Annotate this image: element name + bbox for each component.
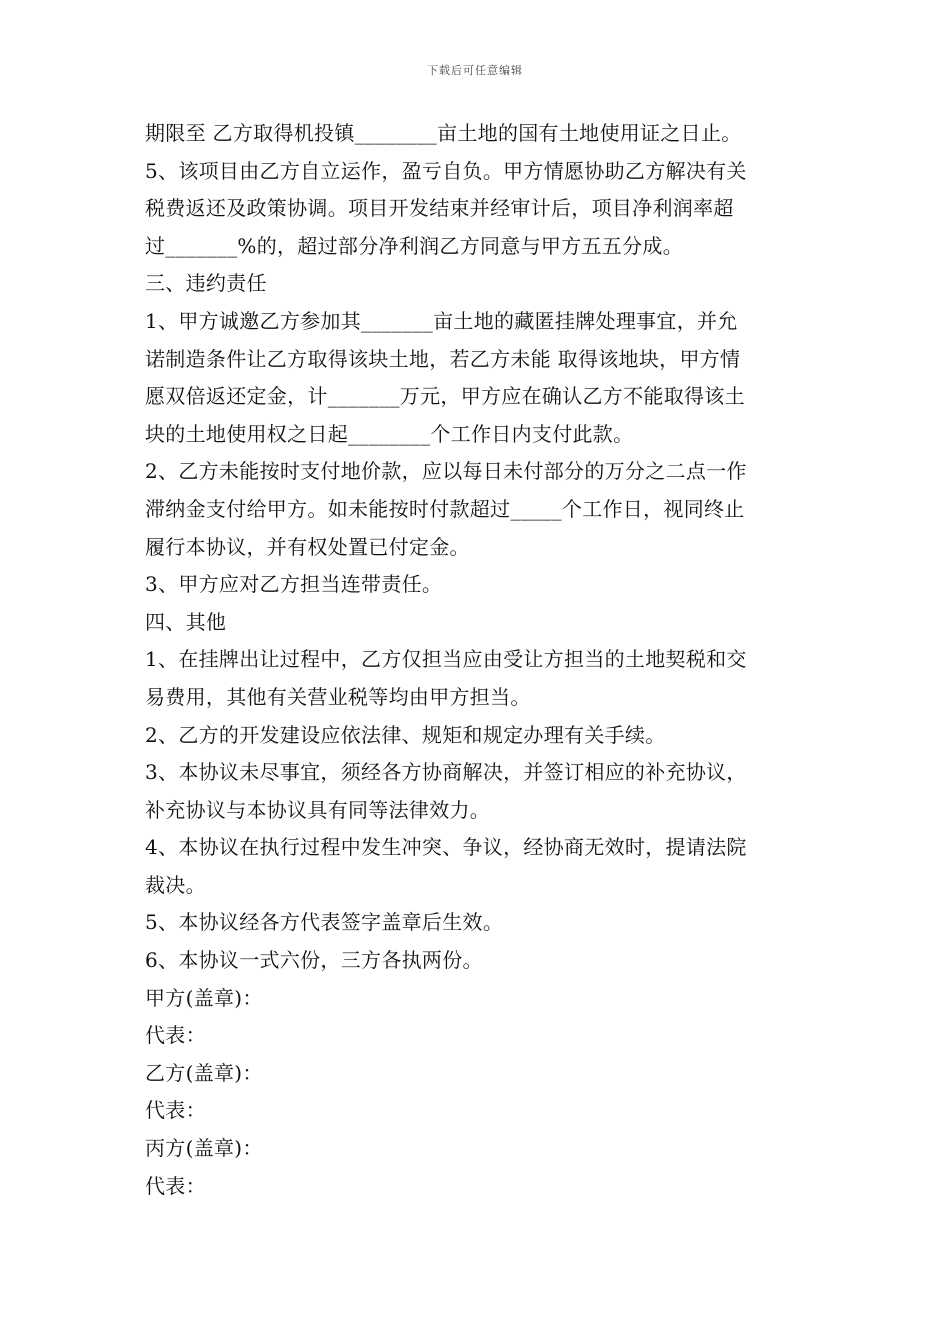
text-line: 块的土地使用权之日起________个工作日内支付此款。 — [145, 421, 634, 446]
text-line: 诺制造条件让乙方取得该块土地，若乙方未能 取得该地块，甲方情 — [145, 346, 741, 371]
text-line: 期限至 乙方取得机投镇________亩土地的国有土地使用证之日止。 — [145, 121, 742, 145]
document-body — [145, 115, 809, 1205]
signature-representative: 代表： — [145, 1098, 206, 1123]
text-line: 5、本协议经各方代表签字盖章后生效。 — [145, 910, 504, 935]
signature-party-b: 乙方(盖章)： — [145, 1060, 263, 1085]
signature-party-a: 甲方(盖章)： — [145, 985, 263, 1010]
text-line: 补充协议与本协议具有同等法律效力。 — [145, 797, 491, 822]
text-line: 愿双倍返还定金，计_______万元，甲方应在确认乙方不能取得该土 — [145, 384, 745, 409]
text-line: 裁决。 — [145, 872, 206, 897]
signature-representative: 代表： — [145, 1173, 206, 1198]
signature-party-c: 丙方(盖章)： — [145, 1136, 263, 1161]
section-heading: 三、违约责任 — [145, 271, 267, 296]
text-line: 2、乙方未能按时支付地价款，应以每日未付部分的万分之二点一作 — [145, 459, 747, 484]
text-line: 1、甲方诚邀乙方参加其_______亩土地的藏匿挂牌处理事宜，并允 — [145, 308, 738, 333]
text-line: 税费返还及政策协调。项目开发结束并经审计后，项目净利润率超 — [145, 196, 734, 221]
text-line: 滞纳金支付给甲方。如未能按时付款超过_____个工作日，视同终止 — [145, 496, 745, 521]
page-header: 下载后可任意编辑 — [427, 64, 523, 77]
text-line: 3、甲方应对乙方担当连带责任。 — [145, 572, 443, 597]
text-line: 2、乙方的开发建设应依法律、规矩和规定办理有关手续。 — [145, 722, 666, 747]
text-line: 6、本协议一式六份，三方各执两份。 — [145, 948, 483, 973]
text-line: 过_______%的，超过部分净利润乙方同意与甲方五五分成。 — [145, 233, 684, 258]
text-line: 3、本协议未尽事宜，须经各方协商解决，并签订相应的补充协议， — [145, 760, 747, 785]
section-heading: 四、其他 — [145, 609, 227, 634]
signature-representative: 代表： — [145, 1023, 206, 1048]
text-line: 履行本协议，并有权处置已付定金。 — [145, 534, 470, 559]
text-line: 1、在挂牌出让过程中，乙方仅担当应由受让方担当的土地契税和交 — [145, 647, 747, 672]
text-line: 5、该项目由乙方自立运作，盈亏自负。甲方情愿协助乙方解决有关 — [145, 158, 747, 183]
text-line: 4、本协议在执行过程中发生冲突、争议，经协商无效时，提请法院 — [145, 835, 747, 860]
text-line: 易费用，其他有关营业税等均由甲方担当。 — [145, 684, 531, 709]
